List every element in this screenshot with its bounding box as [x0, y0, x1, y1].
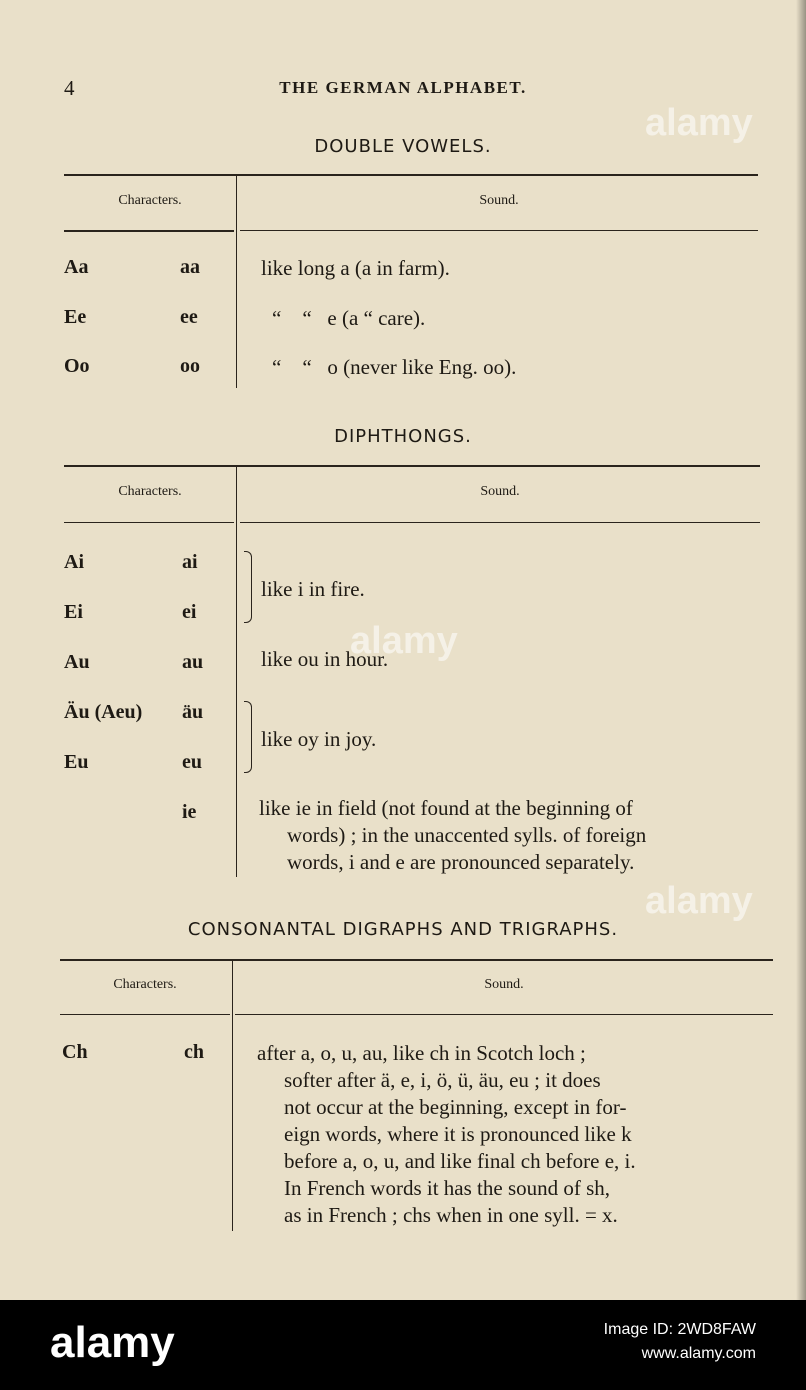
text-line: like ie in field (not found at the beginning of [259, 796, 633, 820]
text-line: before a, o, u, and like final ch before e, i. [284, 1149, 636, 1173]
char-upper: Aa [64, 256, 89, 278]
watermark: alamy [350, 620, 458, 662]
column-header-sound: Sound. [479, 193, 519, 208]
alamy-logo: alamy [50, 1318, 175, 1367]
section-title-consonantal: CONSONANTAL DIGRAPHS AND TRIGRAPHS. [187, 919, 619, 940]
char-upper: Ee [64, 306, 87, 328]
text-line: In French words it has the sound of sh, [284, 1176, 611, 1200]
rule [64, 230, 234, 232]
sound-paragraph [257, 1040, 636, 1229]
column-header-characters: Characters. [118, 484, 182, 499]
sound-paragraph [259, 795, 646, 876]
sound-text: “ “ o (never like Eng. oo). [272, 355, 517, 379]
char-upper: Ch [62, 1041, 88, 1063]
char-upper: Oo [64, 355, 90, 377]
char-lower: au [182, 651, 204, 673]
char-upper: Ai [64, 551, 84, 573]
sound-text: like long a (a in farm). [261, 256, 450, 280]
column-divider [232, 961, 233, 1231]
char-upper: Eu [64, 751, 89, 773]
rule [240, 230, 758, 231]
sound-text: like oy in joy. [261, 727, 377, 751]
char-upper: Ei [64, 601, 83, 623]
image-id-block [604, 1318, 756, 1366]
rule [60, 1014, 230, 1015]
column-header-characters: Characters. [113, 977, 177, 992]
section-title-diphthongs: DIPHTHONGS. [334, 426, 472, 447]
column-header-sound: Sound. [484, 977, 524, 992]
text-line: as in French ; chs when in one syll. = x. [284, 1203, 618, 1227]
char-lower: eu [182, 751, 202, 773]
char-lower: ei [182, 601, 197, 623]
rule [64, 465, 760, 467]
text-line: words) ; in the unaccented sylls. of foreign [287, 823, 647, 847]
page-edge-shadow [796, 0, 806, 1300]
section-title-double-vowels: DOUBLE VOWELS. [314, 136, 492, 157]
rule [64, 174, 758, 176]
rule [64, 522, 234, 523]
char-lower: ai [182, 551, 198, 573]
text-line: not occur at the beginning, except in for- [284, 1095, 627, 1119]
text-line: words, i and e are pronounced separately. [287, 850, 635, 874]
char-upper: Äu (Aeu) [64, 701, 143, 723]
char-lower: ch [184, 1041, 204, 1063]
site-url: www.alamy.com [641, 1345, 756, 1362]
sound-text: “ “ e (a “ care). [272, 306, 426, 330]
char-lower: ie [182, 801, 197, 823]
brace-icon [244, 551, 252, 623]
column-divider [236, 467, 237, 877]
page-number: 4 [64, 76, 75, 100]
char-lower: oo [180, 355, 200, 377]
rule [240, 522, 760, 523]
image-id: Image ID: 2WD8FAW [603, 1321, 756, 1338]
watermark: alamy [645, 880, 753, 922]
sound-text: like ou in hour. [261, 647, 389, 671]
char-upper: Au [64, 651, 90, 673]
watermark: alamy [645, 102, 753, 144]
char-lower: aa [180, 256, 200, 278]
text-line: softer after ä, e, i, ö, ü, äu, eu ; it does [284, 1068, 601, 1092]
char-lower: ee [180, 306, 198, 328]
text-line: eign words, where it is pronounced like k [284, 1122, 632, 1146]
column-header-characters: Characters. [118, 193, 182, 208]
column-divider [236, 176, 237, 388]
rule [235, 1014, 773, 1015]
text-line: after a, o, u, au, like ch in Scotch loch ; [257, 1041, 586, 1065]
char-lower: äu [182, 701, 204, 723]
running-title: THE GERMAN ALPHABET. [279, 78, 527, 97]
sound-text: like i in fire. [261, 577, 365, 601]
brace-icon [244, 701, 252, 773]
column-header-sound: Sound. [480, 484, 520, 499]
rule [60, 959, 773, 961]
